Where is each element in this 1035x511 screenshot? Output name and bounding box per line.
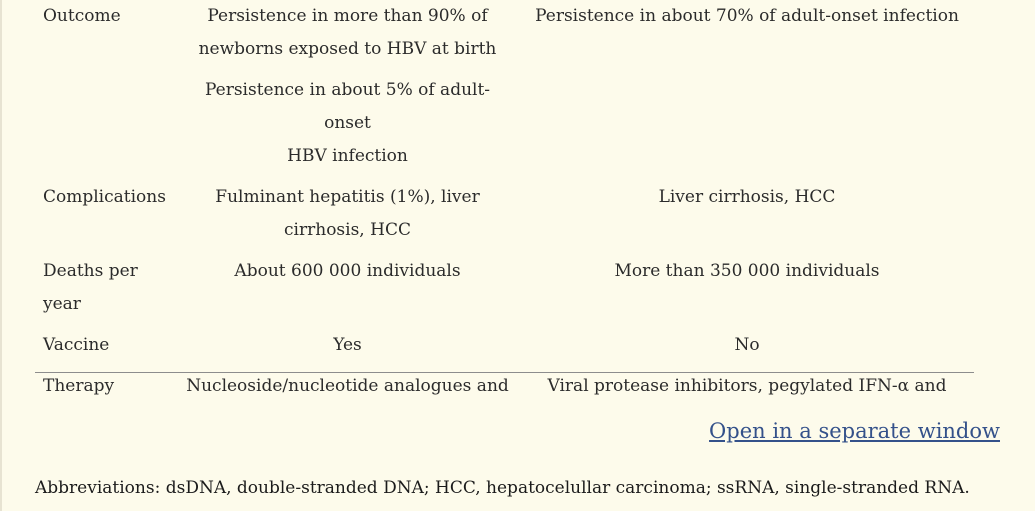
cell-text: No xyxy=(734,335,760,355)
cell-text: Nucleoside/nucleotide analogues and xyxy=(186,376,509,396)
cell-text: More than 350 000 individuals xyxy=(614,261,880,281)
row-label: Complications xyxy=(43,187,166,207)
table-row-deaths xyxy=(35,255,974,329)
hcv-cell xyxy=(520,329,974,370)
hcv-cell xyxy=(520,181,974,255)
cell-text: newborns exposed to HBV at birth xyxy=(198,39,497,59)
comparison-table xyxy=(35,0,974,400)
hbv-cell xyxy=(175,0,520,181)
row-label: Outcome xyxy=(43,6,121,26)
row-label: Therapy xyxy=(43,376,115,396)
cell-text: HBV infection xyxy=(287,146,408,166)
cell-text: cirrhosis, HCC xyxy=(284,220,411,240)
hcv-cell xyxy=(520,255,974,329)
cell-text: Yes xyxy=(333,335,362,355)
hcv-cell xyxy=(520,0,974,181)
hbv-cell xyxy=(175,181,520,255)
table-row-complications xyxy=(35,181,974,255)
hcv-cell xyxy=(520,370,974,400)
cell-text: Persistence in about 5% of adult-onset xyxy=(204,80,491,133)
abbreviations-footnote: Abbreviations: dsDNA, double-stranded DNA; HCC, hepatocelullar carcinoma; ssRNA, single-stranded RNA. xyxy=(35,478,970,498)
cell-text: Persistence in about 70% of adult-onset infection xyxy=(535,6,959,26)
cell-text: Liver cirrhosis, HCC xyxy=(658,187,836,207)
table-row-vaccine xyxy=(35,329,974,370)
cell-text: Persistence in more than 90% of xyxy=(207,6,488,26)
hbv-cell xyxy=(175,329,520,370)
table-bottom-rule xyxy=(35,372,974,373)
cell-text: Viral protease inhibitors, pegylated IFN-α and xyxy=(547,376,947,396)
table-row-outcome xyxy=(35,0,974,181)
hbv-cell xyxy=(175,370,520,400)
table-wrapper xyxy=(35,0,974,400)
left-border xyxy=(0,0,2,511)
table-row-therapy xyxy=(35,370,974,400)
table-scroll-area[interactable] xyxy=(35,0,1000,400)
open-separate-window-link[interactable]: Open in a separate window xyxy=(709,419,1000,443)
cell-text: About 600 000 individuals xyxy=(234,261,461,281)
row-label: Deaths per year xyxy=(43,261,138,314)
cell-text: Fulminant hepatitis (1%), liver xyxy=(215,187,480,207)
hbv-cell xyxy=(175,255,520,329)
row-label: Vaccine xyxy=(43,335,110,355)
